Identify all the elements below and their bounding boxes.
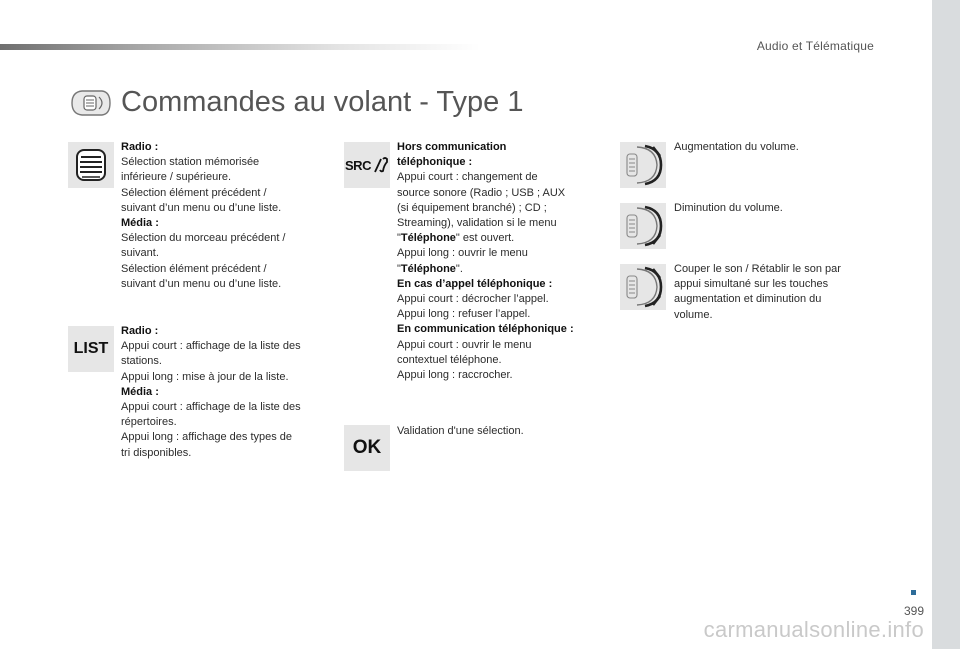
description-line (397, 262, 574, 277)
description-line: Appui long : ouvrir le menu (397, 247, 528, 260)
description-line: tri disponibles. (121, 446, 192, 459)
mute-description (674, 262, 841, 323)
description-line: Sélection station mémorisée (121, 156, 260, 169)
section-title: Audio et Télématique (756, 39, 874, 53)
list-button-icon-box (68, 326, 114, 372)
volume-up-rocker-icon (623, 144, 663, 186)
description-line: volume. (674, 308, 713, 321)
description-line: répertoires. (121, 416, 177, 429)
description-line: Appui court : décrocher l’appel. (397, 293, 549, 306)
scroll-wheel-icon (75, 148, 107, 182)
volume-up-description (674, 140, 799, 155)
mute-icon-box (620, 264, 666, 310)
phone-handset-icon (373, 156, 389, 174)
volume-up-icon-box (620, 142, 666, 188)
description-line: Streaming), validation si le menu (397, 217, 557, 230)
ok-button-icon-box (344, 425, 390, 471)
radio-wheel-icon-box (68, 142, 114, 188)
description-line: Validation d'une sélection. (397, 425, 524, 437)
description-line: inférieure / supérieure. (121, 171, 232, 184)
list-button-label: LIST (73, 340, 109, 357)
description-line: (si équipement branché) ; CD ; (397, 201, 547, 214)
description-line: suivant d’un menu ou d’une liste. (121, 201, 282, 214)
footer-watermark: carmanualsonline.info (703, 617, 924, 642)
description-line: Média : (121, 385, 159, 398)
description-line: Sélection élément précédent / (121, 186, 267, 199)
description-line: suivant. (121, 247, 159, 260)
description-line: Appui court : affichage de la liste des (121, 340, 301, 353)
list-button-description (121, 324, 301, 461)
src-button-icon-box (344, 142, 390, 188)
description-line: Appui long : raccrocher. (397, 369, 513, 382)
description-line: Radio : (121, 325, 159, 337)
volume-down-description (674, 201, 783, 216)
page-title: Commandes au volant - Type 1 (121, 86, 524, 118)
description-line: source sonore (Radio ; USB ; AUX (397, 186, 566, 199)
description-line: augmentation et diminution du (674, 293, 822, 306)
description-segment: " (397, 232, 401, 245)
page-marker (911, 590, 916, 595)
description-segment: " est ouvert. (455, 232, 515, 245)
description-line: Appui long : refuser l’appel. (397, 308, 531, 321)
description-line: téléphonique : (397, 156, 473, 169)
description-line: Diminution du volume. (674, 202, 783, 214)
description-line: Hors communication (397, 141, 507, 153)
description-line: Appui court : changement de (397, 171, 538, 184)
description-segment: Téléphone (400, 262, 456, 275)
description-line: Appui long : mise à jour de la liste. (121, 370, 289, 383)
src-button-description (397, 140, 574, 383)
description-line: Augmentation du volume. (674, 141, 799, 153)
description-line: En communication téléphonique : (397, 323, 574, 336)
description-line: Radio : (121, 141, 159, 153)
volume-down-icon-box (620, 203, 666, 249)
description-line: suivant d’un menu ou d’une liste. (121, 277, 282, 290)
description-line: En cas d’appel téléphonique : (397, 277, 553, 290)
description-line: Appui court : affichage de la liste des (121, 401, 301, 414)
description-line: Média : (121, 217, 159, 230)
description-line: Sélection élément précédent / (121, 262, 267, 275)
description-segment: " (397, 262, 401, 275)
description-line: Appui long : affichage des types de (121, 431, 293, 444)
description-line: Couper le son / Rétablir le son par (674, 263, 841, 275)
page-header (68, 86, 568, 122)
src-button-label: SRC (345, 157, 371, 173)
side-strip (932, 0, 960, 649)
header-gradient-bar (0, 44, 480, 50)
description-segment: ". (455, 262, 463, 275)
radio-wheel-description (121, 140, 286, 292)
description-line: appui simultané sur les touches (674, 278, 829, 291)
description-line: stations. (121, 355, 162, 368)
description-line: Appui court : ouvrir le menu (397, 338, 532, 351)
volume-down-rocker-icon (623, 205, 663, 247)
page-number: 399 (903, 604, 924, 618)
steering-control-icon (68, 88, 112, 118)
description-line: Sélection du morceau précédent / (121, 232, 286, 245)
description-line: contextuel téléphone. (397, 353, 502, 366)
mute-rocker-icon (623, 266, 663, 308)
ok-button-description (397, 424, 524, 439)
description-segment: Téléphone (400, 232, 456, 245)
ok-button-label: OK (352, 437, 382, 458)
description-line (397, 231, 574, 246)
